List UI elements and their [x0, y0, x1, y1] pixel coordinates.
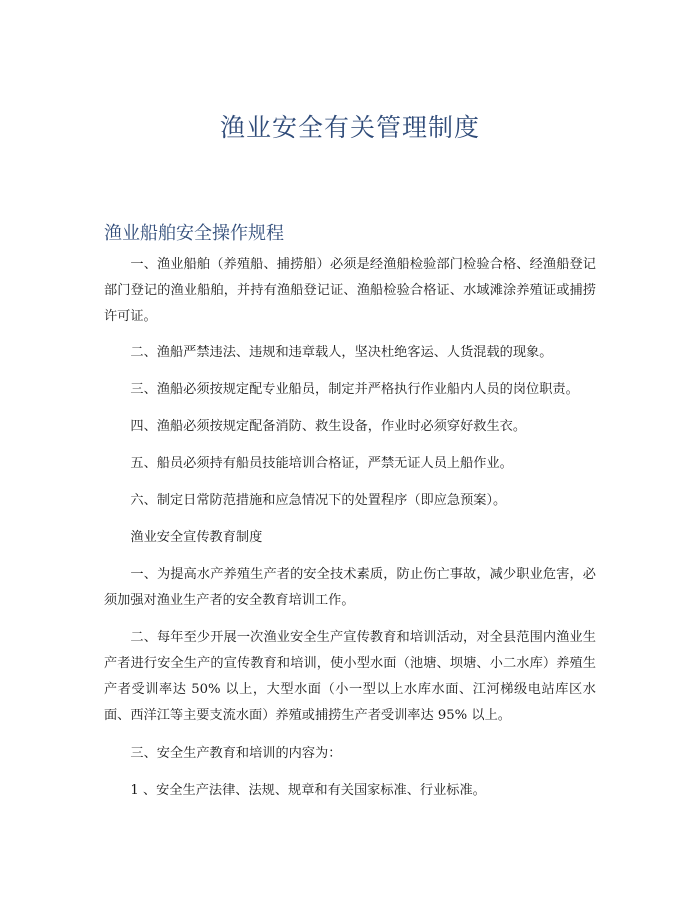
paragraph-5: 五、船员必须持有船员技能培训合格证，严禁无证人员上船作业。: [130, 456, 513, 471]
paragraph-7: 一、为提高水产养殖生产者的安全技术素质，防止伤亡事故，减少职业危害，必须加强对渔业生产者的安全教育培训工作。: [104, 567, 596, 608]
document-title: 渔业安全有关管理制度: [219, 113, 480, 142]
paragraph-4: 四、渔船必须按规定配备消防、救生设备，作业时必须穿好救生衣。: [130, 419, 527, 434]
paragraph-2: 二、渔船严禁违法、违规和违章载人，坚决杜绝客运、人货混载的现象。: [130, 345, 553, 360]
paragraph-6: 六、制定日常防范措施和应急情况下的处置程序（即应急预案）。: [130, 493, 507, 508]
paragraph-9: 三、安全生产教育和培训的内容为：: [130, 746, 342, 761]
paragraph-1: 一、渔业船舶（养殖船、捕捞船）必须是经渔船检验部门检验合格、经渔船登记部门登记的渔业船舶，并持有渔船登记证、渔船检验合格证、水域滩涂养殖证或捕捞许可证。: [104, 257, 596, 324]
paragraph-10: 1 、安全生产法律、法规、规章和有关国家标准、行业标准。: [130, 783, 486, 798]
section-heading: 渔业船舶安全操作规程: [104, 223, 284, 244]
subsection-heading: 渔业安全宣传教育制度: [130, 530, 263, 545]
paragraph-3: 三、渔船必须按规定配专业船员，制定并严格执行作业船内人员的岗位职责。: [130, 382, 579, 397]
paragraph-8: 二、每年至少开展一次渔业安全生产宣传教育和培训活动，对全县范围内渔业生产者进行安全生产的宣传教育和培训，使小型水面（池塘、坝塘、小二水库）养殖生产者受训率达 50% 以上，大型水面（小一型以上水库水面、江河梯级电站库区水面、西洋江等主要支流水面）养殖或捕捞生产者受训率达 95% 以上。: [104, 630, 596, 723]
